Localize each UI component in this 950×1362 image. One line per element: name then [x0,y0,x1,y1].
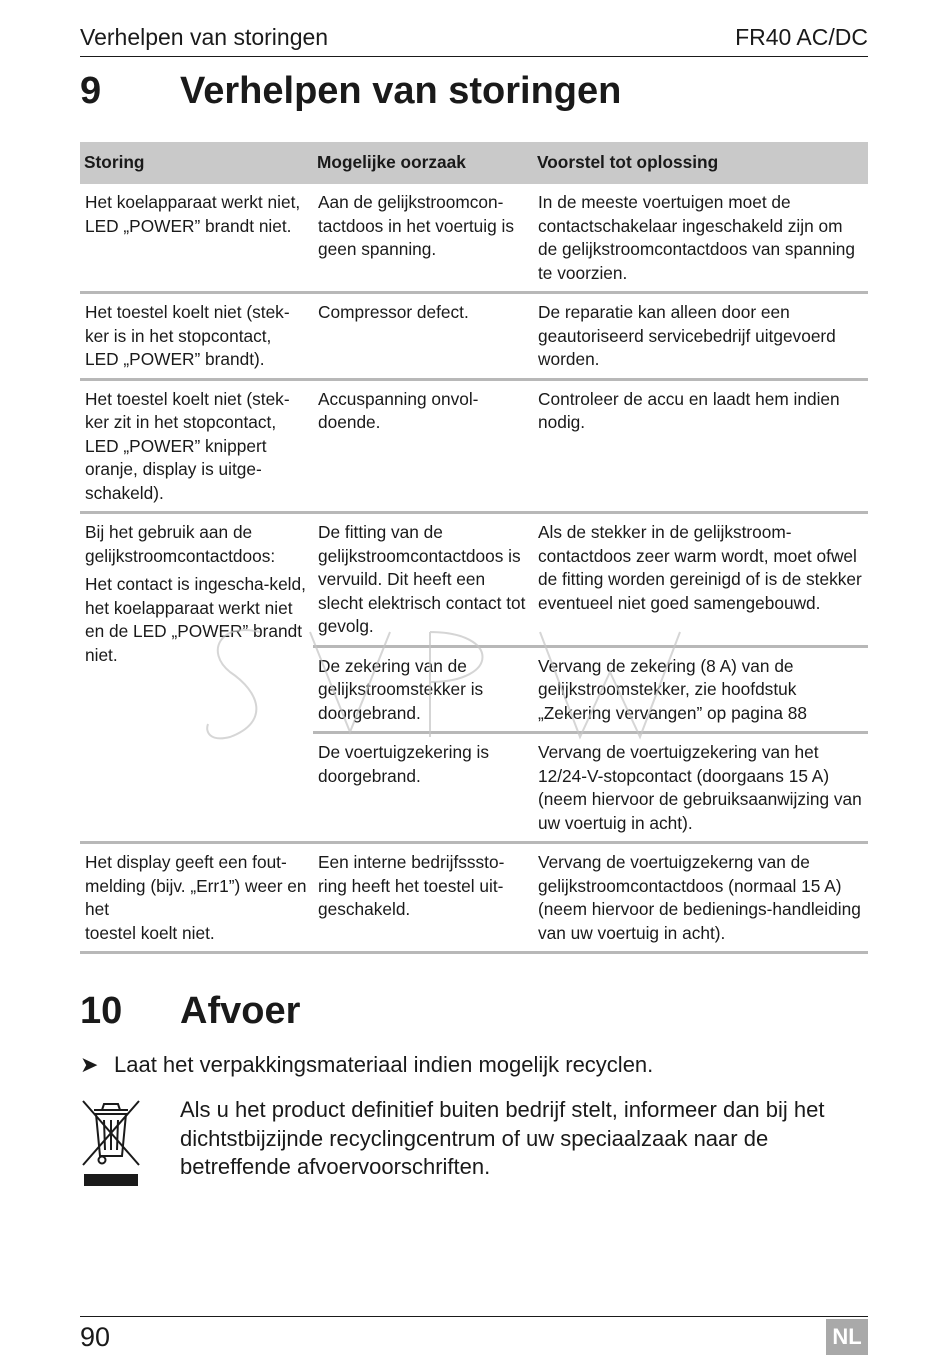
chapter-10-title: Afvoer [180,990,301,1032]
chapter-10-heading [80,990,868,1033]
problem-text-continued: toestel koelt niet. [85,922,215,943]
problem-cell: Het toestel koelt niet (stek-ker zit in het stopcontact, LED „POWER” knippert oranje, display is uitge-schakeld). [80,379,313,513]
cause-cell: De voertuigzekering is doorgebrand. [313,733,533,843]
chapter-9-title: Verhelpen van storingen [180,70,622,112]
column-header-solution: Voorstel tot oplossing [533,142,868,184]
instruction-bullet [80,1052,653,1078]
problem-cell: Het toestel koelt niet (stek-ker is in het stopcontact, LED „POWER” brandt). [80,293,313,380]
column-header-cause: Mogelijke oorzaak [313,142,533,184]
table-row [80,293,868,380]
cause-cell: Accuspanning onvol-doende. [313,379,533,513]
solution-cell: Vervang de voertuigzekering van het 12/24-V-stopcontact (doorgaans 15 A) (neem hiervoor de gebruiksaanwijzing van uw voertuig in acht). [533,733,868,843]
language-badge: NL [826,1319,868,1355]
table-row [80,513,868,647]
solution-cell: Controleer de accu en laadt hem indien nodig. [533,379,868,513]
chapter-9-heading [80,70,868,113]
header-section-title: Verhelpen van storingen [80,24,329,50]
arrow-bullet-icon: ➤ [80,1052,99,1077]
problem-context-text: Bij het gebruik aan de gelijkstroomcontactdoos: [85,522,276,566]
solution-cell: In de meeste voertuigen moet de contactschakelaar ingeschakeld zijn om de gelijkstroomcontactdoos van spanning te voorzien. [533,184,868,293]
solution-cell: De reparatie kan alleen door een geautoriseerd servicebedrijf uitgevoerd worden. [533,293,868,380]
cause-cell: De zekering van de gelijkstroomstekker is doorgebrand. [313,646,533,733]
problem-cell [80,513,313,843]
table-row [80,184,868,293]
cause-cell: Aan de gelijkstroomcon-tactdoos in het voertuig is geen spanning. [313,184,533,293]
problem-detail-text: Het contact is ingescha-keld, het koelapparaat werkt niet en de LED „POWER” brandt niet. [85,574,306,665]
disposal-paragraph: Als u het product definitief buiten bedrijf stelt, informeer dan bij het dichtstbijzijnde recyclingcentrum of uw speciaalzaak naar de betreffende afvoervoorschriften. [180,1097,825,1179]
table-row [80,843,868,953]
table-header-row [80,142,868,184]
column-header-problem: Storing [80,142,313,184]
table-row [80,379,868,513]
chapter-10-number: 10 [80,990,123,1032]
solution-cell: Vervang de voertuigzekerng van de gelijkstroomcontactdoos (normaal 15 A) (neem hiervoor de bedienings-handleiding van uw voertuig in acht). [533,843,868,953]
cause-cell: Compressor defect. [313,293,533,380]
running-header [80,24,868,57]
crossed-out-wheelie-bin-icon [80,1098,142,1188]
solution-cell: Vervang de zekering (8 A) van de gelijkstroomstekker, zie hoofdstuk „Zekering vervangen” op pagina 88 [533,646,868,733]
footer-divider [80,1316,868,1317]
instruction-text: Laat het verpakkingsmateriaal indien mogelijk recyclen. [114,1052,654,1077]
troubleshooting-table [80,142,868,954]
cause-cell: De fitting van de gelijkstroomcontactdoos is vervuild. Dit heeft een slecht elektrisch contact tot gevolg. [313,513,533,647]
problem-cell: Het koelapparaat werkt niet, LED „POWER” brandt niet. [80,184,313,293]
problem-cell [80,843,313,953]
cause-cell: Een interne bedrijfsssto-ring heeft het toestel uit-geschakeld. [313,843,533,953]
solution-cell: Als de stekker in de gelijkstroom-contactdoos zeer warm wordt, moet ofwel de fitting worden gereinigd of is de stekker eventueel niet goed samengebouwd. [533,513,868,647]
header-model-name: FR40 AC/DC [735,24,868,50]
page-number: 90 [80,1322,111,1352]
chapter-9-number: 9 [80,70,102,112]
problem-text: Het display geeft een fout-melding (bijv. „Err1”) weer en het [85,852,307,919]
